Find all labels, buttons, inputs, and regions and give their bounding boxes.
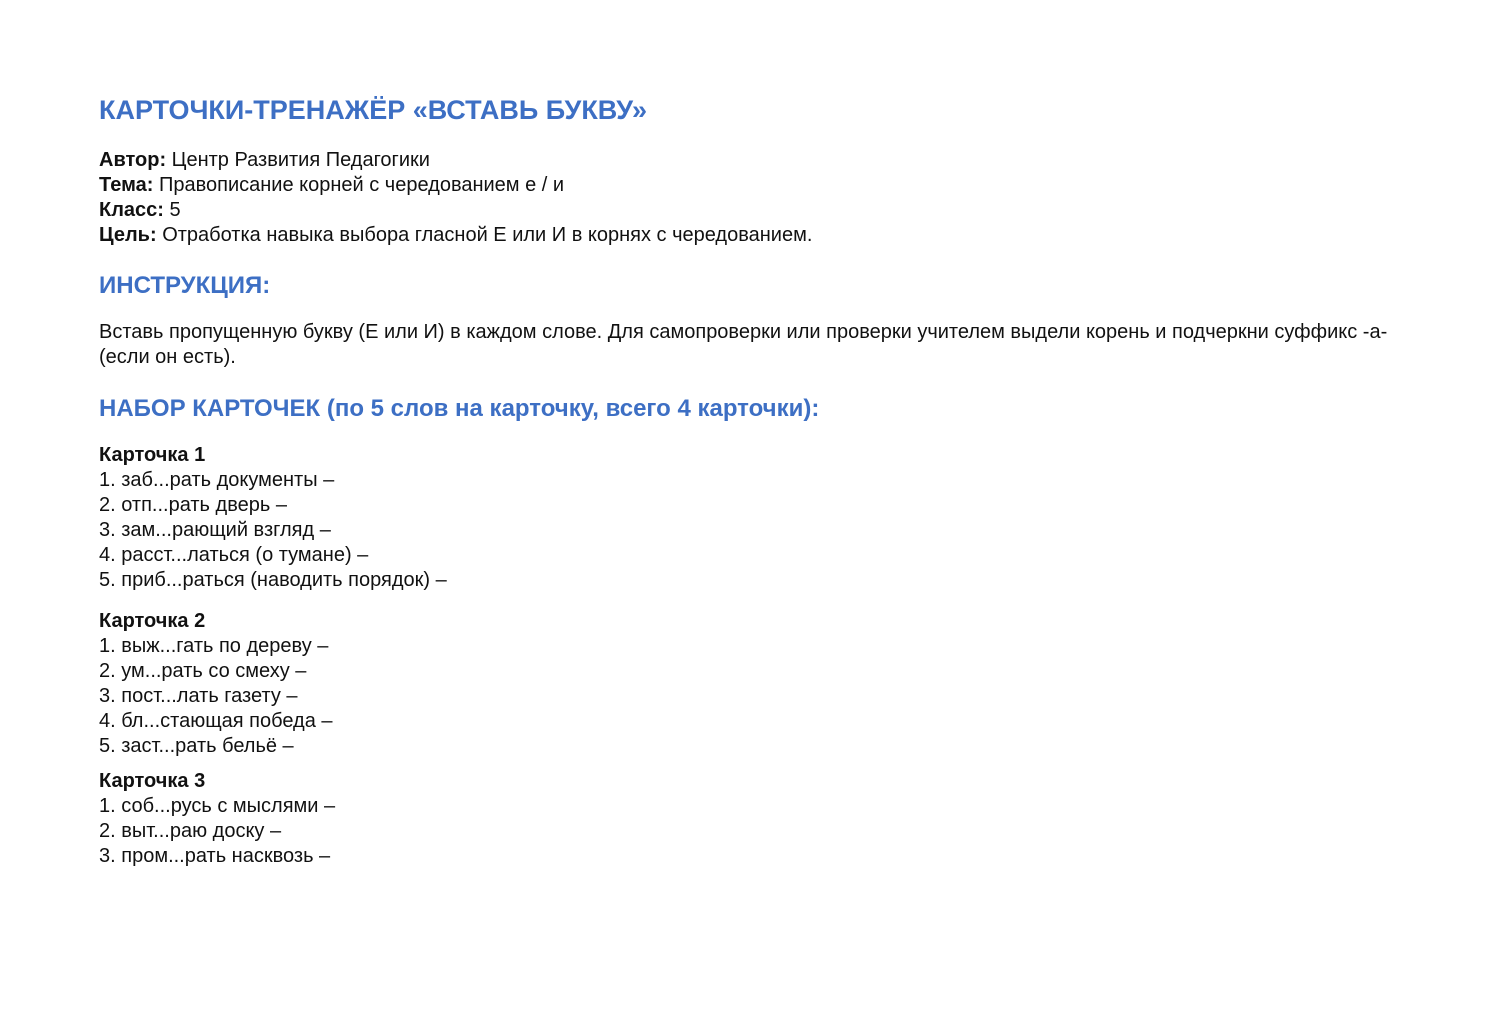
instruction-heading: ИНСТРУКЦИЯ:: [99, 272, 271, 299]
card-item: 2. ум...рать со смеху –: [99, 660, 307, 682]
meta-goal-label: Цель:: [99, 224, 157, 246]
meta-grade: [99, 198, 812, 223]
card-item: 5. приб...раться (наводить порядок) –: [99, 569, 447, 591]
card-item: 4. бл...стающая победа –: [99, 710, 333, 732]
meta-goal: [99, 223, 812, 248]
meta-author-label: Автор:: [99, 149, 167, 171]
meta-author: [99, 148, 812, 173]
card-item: 2. отп...рать дверь –: [99, 494, 287, 516]
meta-author-value: Центр Развития Педагогики: [166, 149, 430, 171]
card-item: 1. соб...русь с мыслями –: [99, 795, 336, 817]
card-3: [99, 769, 335, 869]
card-title: Карточка 2: [99, 610, 206, 632]
card-item: 2. выт...раю доску –: [99, 820, 282, 842]
meta-topic-value: Правописание корней с чередованием е / и: [153, 174, 565, 196]
meta-topic: [99, 173, 812, 198]
instruction-text: Вставь пропущенную букву (Е или И) в каждом слове. Для самопроверки или проверки учителем выдели корень и подчеркни суффикс -а- (если он есть).: [99, 321, 1388, 368]
card-set-heading: НАБОР КАРТОЧЕК (по 5 слов на карточку, всего 4 карточки):: [99, 395, 820, 422]
card-item: 1. заб...рать документы –: [99, 469, 335, 491]
meta-block: [99, 148, 812, 248]
meta-goal-value: Отработка навыка выбора гласной Е или И в корнях с чередованием.: [156, 224, 813, 246]
card-2: [99, 609, 333, 759]
meta-grade-label: Класс:: [99, 199, 164, 221]
card-item: 3. зам...рающий взгляд –: [99, 519, 331, 541]
card-title: Карточка 1: [99, 444, 206, 466]
meta-topic-label: Тема:: [99, 174, 154, 196]
card-item: 4. расст...латься (о тумане) –: [99, 544, 369, 566]
card-item: 3. пром...рать насквозь –: [99, 845, 331, 867]
card-item: 3. пост...лать газету –: [99, 685, 298, 707]
card-item: 5. заст...рать бельё –: [99, 735, 294, 757]
document-title: КАРТОЧКИ-ТРЕНАЖЁР «ВСТАВЬ БУКВУ»: [99, 95, 648, 125]
card-title: Карточка 3: [99, 770, 206, 792]
meta-grade-value: 5: [163, 199, 181, 221]
card-item: 1. выж...гать по дереву –: [99, 635, 329, 657]
card-1: [99, 443, 447, 593]
